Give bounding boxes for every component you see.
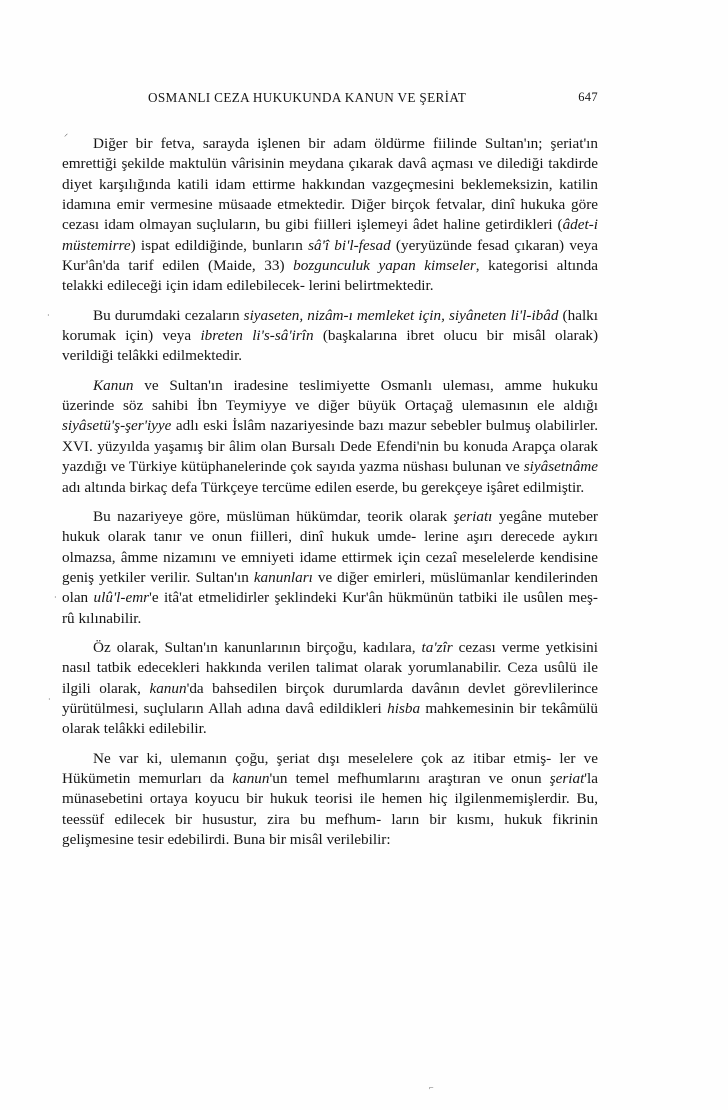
text-run: Bu durumdaki cezaların <box>93 306 244 324</box>
text-run: 'la münasebetini ortaya koyucu bir hukuk teorisi ile hemen hiç ilgilenmemişlerdir. Bu, teessüf edilecek bir husustur, zira bu mefhum- ların bir kısmı, hukuk fikrinin gelişmesine tesir edebilirdi. Buna bir misâl verilebilir: <box>62 769 598 848</box>
italic-term: Kanun <box>93 376 134 394</box>
text-run: 'un temel mefhumlarını araştıran ve onun <box>269 769 550 787</box>
scan-speck: ⌐ <box>429 1083 434 1092</box>
text-run: ve diğer emirleri, müslümanlar kendilerinden olan <box>62 568 598 607</box>
paragraph <box>62 134 598 297</box>
text-run: (halkı korumak için) veya <box>62 306 598 345</box>
scan-speck: ⸝ <box>64 129 68 138</box>
italic-term: ta'zîr <box>421 638 453 656</box>
italic-term: bozgunculuk yapan kimseler <box>293 257 476 275</box>
italic-term: şeriatı <box>453 507 493 525</box>
scan-speck: · <box>47 311 50 320</box>
italic-term: siyâsetü'ş-şer'iyye <box>62 417 172 435</box>
text-run: yegâne muteber hukuk olarak tanır ve onun fiilleri, dinî hukuk umde- lerine aşırı derecede aykırı olmazsa, âmme nizamını ve emniyeti idame ettirmek için cezaî meselelerde kendisine geniş yetkiler verilir. Sultan'ın <box>62 507 598 586</box>
text-run: cezası verme yetkisini nasıl tatbik edecekleri hakkında verilen talimat olarak yorumlanabilir. Ceza usûlü ile ilgili olarak, <box>62 638 598 697</box>
italic-term: ibreten li's-sâ'irîn <box>200 327 314 345</box>
italic-term: şeriat <box>549 769 585 787</box>
paragraph <box>62 507 598 629</box>
text-run: ve Sultan'ın iradesine teslimiyette Osmanlı uleması, amme hukuku üzerinde söz sahibi İbn Teymiyye ve diğer büyük Ortaçağ ulemasının ele aldığı <box>62 376 598 415</box>
paragraph <box>62 749 598 851</box>
text-run: (yeryüzünde fesad çıkaran) veya Kur'ân'da tarif edilen (Maide, 33) <box>62 236 599 275</box>
text-run: 'da bahsedilen birçok durumlarda davânın devlet görevlilerince yürütülmesi, suçluların Allah adına davâ edildikleri <box>62 679 599 717</box>
scan-speck: · <box>54 593 57 602</box>
italic-term: âdet-i müstemirre <box>62 216 598 254</box>
text-run: (başkalarına ibret olucu bir misâl olarak) verildiği telâkki edilmektedir. <box>62 327 598 365</box>
text-run: Ne var ki, ulemanın çoğu, şeriat dışı meselelere çok az itibar etmiş- ler ve Hükümetin memurları da <box>62 749 598 787</box>
text-run: Bu nazariyeye göre, müslüman hükümdar, teorik olarak <box>93 507 454 525</box>
italic-term: kanun <box>149 679 187 697</box>
running-header <box>148 90 598 114</box>
body-text <box>62 134 598 850</box>
text-run: adlı eski İslâm nazariyesinde bazı mazur sebebler bulmuş olabilirler. XVI. yüzyılda yaşamış bir âlim olan Bursalı Dede Efendi'nin bu konuda Arapça olarak yazdığı ve Türkiye kütüphanelerinde çok sayıda yazma nüshası bulunan ve <box>62 417 598 476</box>
text-run: , kategorisi altında telakki edileceği için idam edilebilecek- lerini belirtmektedir. <box>62 257 598 295</box>
running-title: OSMANLI CEZA HUKUKUNDA KANUN VE ŞERİAT <box>148 90 467 105</box>
paragraph <box>62 376 598 498</box>
italic-term: siyâsetnâme <box>523 458 598 476</box>
text-run: 'e itâ'at etmelidirler şeklindeki Kur'ân hükmünün tatbiki ile usûlen meş- rû kılınabilir. <box>62 589 598 627</box>
italic-term: kanun <box>232 769 270 787</box>
paragraph <box>62 638 598 740</box>
paragraph <box>62 306 598 367</box>
text-run: adı altında birkaç defa Türkçeye tercüme edilen eserde, bu gerekçeye işâret edilmiştir. <box>62 478 585 496</box>
italic-term: ulû'l-emr <box>93 589 150 607</box>
scan-speck: · <box>48 695 51 704</box>
italic-term: hisba <box>387 699 421 717</box>
text-run: mahkemesinin bir tekâmülü olarak telâkki edilebilir. <box>62 699 599 738</box>
italic-term: siyaseten, nizâm-ı memleket için, siyâneten li'l-ibâd <box>243 306 559 324</box>
text-run: ) ispat edildiğinde, bunların <box>130 236 309 254</box>
page-number: 647 <box>578 90 598 104</box>
italic-term: sâ'î bi'l-fesad <box>308 236 391 254</box>
italic-term: kanunları <box>253 568 313 586</box>
text-run: Diğer bir fetva, sarayda işlenen bir adam öldürme fiilinde Sultan'ın; şeriat'ın emrettiği şekilde maktulün vârisinin meydana çıkarak davâ açması ve dilediği takdirde diyet karşılığında katili idam ettirme hakkından vazgeçmesini beklemeksizin, katilin idamına emir vermesine müsaade etmektedir. Diğer birçok fetvalar, dinî hukuka göre cezası idam olmayan suçluların, bu gibi fiilleri işlemeyi âdet haline getirdikleri ( <box>62 135 598 234</box>
text-run: Öz olarak, Sultan'ın kanunlarının birçoğu, kadılara, <box>93 638 422 656</box>
